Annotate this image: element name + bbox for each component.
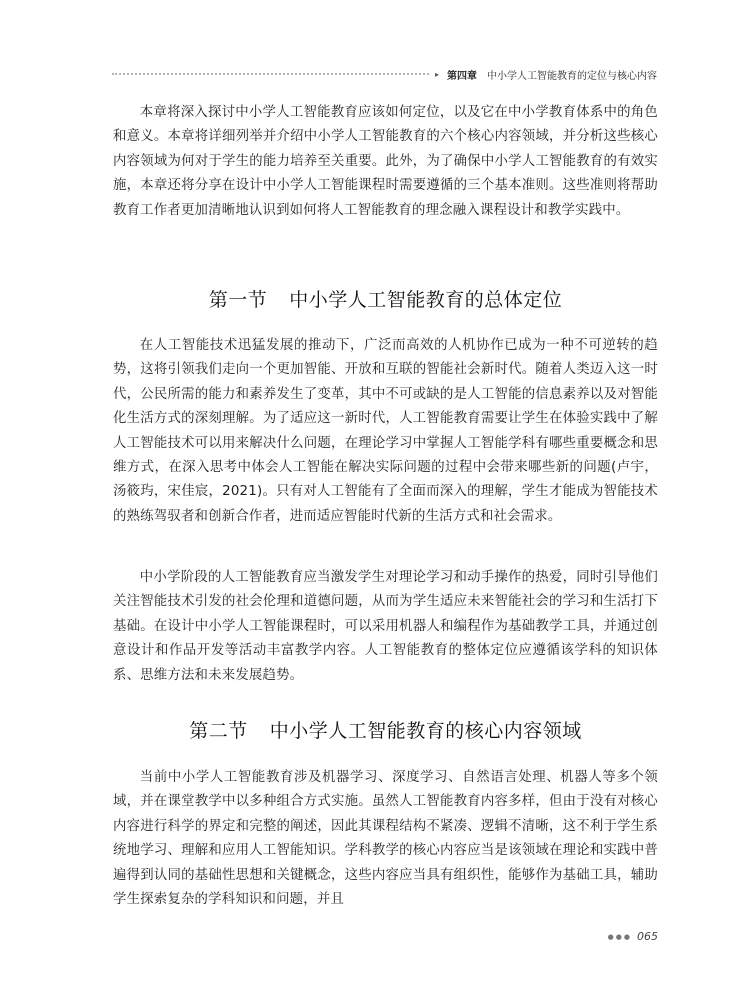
running-header: [112, 66, 657, 82]
section-title: 中小学人工智能教育的核心内容领域: [269, 720, 582, 742]
footer-dots-icon: ●●●: [607, 932, 632, 941]
header-chapter: 第四章: [447, 70, 477, 82]
section-heading-2: [113, 716, 658, 743]
section-title: 中小学人工智能教育的总体定位: [289, 289, 563, 311]
header-dotted-rule: [112, 73, 429, 75]
section1-paragraph-2: 中小学阶段的人工智能教育应当激发学生对理论学习和动手操作的热爱，同时引导他们关注智能技术引发的社会伦理和道德问题，从而为学生适应未来智能社会的学习和生活打下基础。在设计中小学人工智能课程时，可以采用机器人和编程作为基础教学工具，并通过创意设计和作品开发等活动丰富教学内容。人工智能教育的整体定位应遵循该学科的知识体系、思维方法和未来发展趋势。: [113, 570, 658, 683]
page-footer: [608, 930, 658, 943]
intro-paragraph: 本章将深入探讨中小学人工智能教育应该如何定位，以及它在中小学教育体系中的角色和意义。本章将详细列举并介绍中小学人工智能教育的六个核心内容领域，并分析这些核心内容领域为何对于学生的能力培养至关重要。此外，为了确保中小学人工智能教育的有效实施，本章还将分享在设计中小学人工智能课程时需要遵循的三个基本准则。这些准则将帮助教育工作者更加清晰地认识到如何将人工智能教育的理念融入课程设计和教学实践中。: [113, 105, 658, 218]
section-number: 第一节: [208, 289, 268, 311]
section-number: 第二节: [189, 720, 248, 742]
section1-paragraph-1: 在人工智能技术迅猛发展的推动下，广泛而高效的人机协作已成为一种不可逆转的趋势，这将引领我们走向一个更加智能、开放和互联的智能社会新时代。随着人类迈入这一时代，公民所需的能力和素养发生了变革，其中不可或缺的是人工智能的信息素养以及对智能化生活方式的深刻理解。为了适应这一新时代，人工智能教育需要让学生在体验实践中了解人工智能技术可以用来解决什么问题，在理论学习中掌握人工智能学科有哪些重要概念和思维方式，在深入思考中体会人工智能在解决实际问题的过程中会带来哪些新的问题(卢宇，汤筱玙，宋佳宸，2021)。只有对人工智能有了全面而深入的理解，学生才能成为智能技术的熟练驾驭者和创新合作者，进而适应智能时代新的生活方式和社会需求。: [113, 338, 658, 524]
section-heading-1: [113, 285, 658, 312]
header-arrow-icon: ▸: [434, 69, 439, 79]
header-chapter-title: 中小学人工智能教育的定位与核心内容: [487, 70, 657, 82]
page-number: 065: [637, 930, 658, 943]
section2-paragraph-1: 当前中小学人工智能教育涉及机器学习、深度学习、自然语言处理、机器人等多个领域，并在课堂教学中以多种组合方式实施。虽然人工智能教育内容多样，但由于没有对核心内容进行科学的界定和完整的阐述，因此其课程结构不紧凑、逻辑不清晰，这不利于学生系统地学习、理解和应用人工智能知识。学科教学的核心内容应当是该领域在理论和实践中普遍得到认同的基础性思想和关键概念，这些内容应当具有组织性，能够作为基础工具，辅助学生探索复杂的学科知识和问题，并且: [113, 770, 658, 908]
